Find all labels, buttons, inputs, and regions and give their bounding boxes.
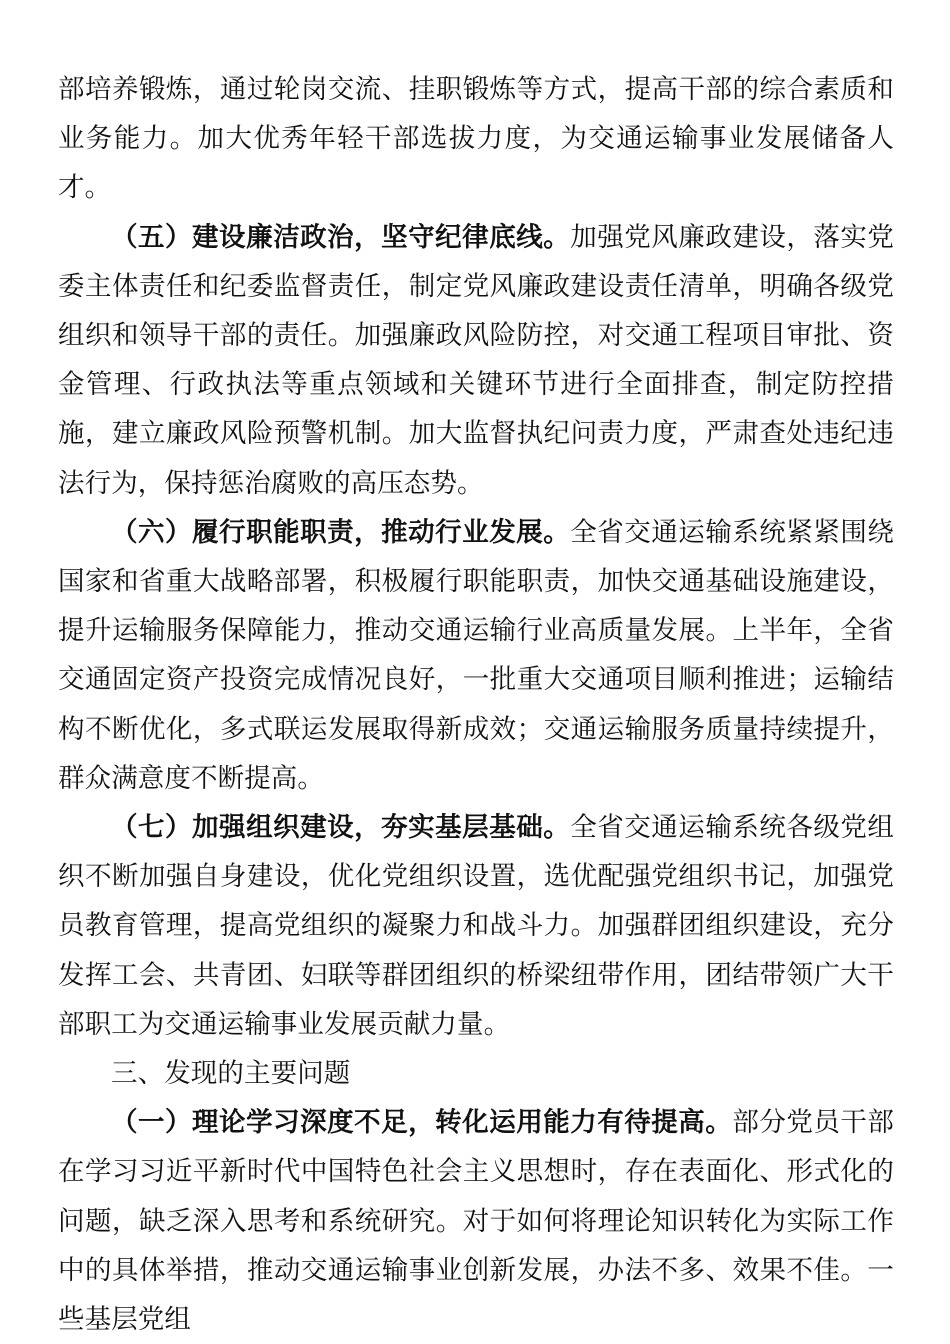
paragraph-text: 部分党员干部在学习习近平新时代中国特色社会主义思想时，存在表面化、形式化的问题，缺乏深入思考和系统研究。对于如何将理论知识转化为实际工作中的具体举措，推动交通运输事业创新发展，办法不多、效果不佳。一些基层党组 bbox=[58, 1107, 894, 1336]
chapter-heading bbox=[58, 1049, 894, 1098]
paragraph-text: 加强党风廉政建设，落实党委主体责任和纪委监督责任，制定党风廉政建设责任清单，明确各级党组织和领导干部的责任。加强廉政风险防控，对交通工程项目审批、资金管理、行政执法等重点领域和关键环节进行全面排查，制定防控措施，建立廉政风险预警机制。加大监督执纪问责力度，严肃查处违纪违法行为，保持惩治腐败的高压态势。 bbox=[58, 221, 895, 499]
section-heading: （七）加强组织建设，夯实基层基础。 bbox=[111, 812, 571, 844]
paragraph-section-7 bbox=[58, 803, 894, 1049]
paragraph-problem-1 bbox=[58, 1098, 894, 1344]
paragraph-section-5 bbox=[58, 213, 894, 508]
section-heading: （五）建设廉洁政治，坚守纪律底线。 bbox=[111, 221, 571, 253]
document-body bbox=[58, 65, 894, 1344]
paragraph-text: 部培养锻炼，通过轮岗交流、挂职锻炼等方式，提高干部的综合素质和业务能力。加大优秀年轻干部选拔力度，为交通运输事业发展储备人才。 bbox=[58, 74, 894, 204]
chapter-title: 三、发现的主要问题 bbox=[111, 1058, 351, 1090]
paragraph-continuation bbox=[58, 65, 894, 213]
paragraph-text: 全省交通运输系统紧紧围绕国家和省重大战略部署，积极履行职能职责，加快交通基础设施建设，提升运输服务保障能力，推动交通运输行业高质量发展。上半年，全省交通固定资产投资完成情况良好，一批重大交通项目顺利推进；运输结构不断优化，多式联运发展取得新成效；交通运输服务质量持续提升，群众满意度不断提高。 bbox=[58, 516, 895, 794]
section-heading: （一）理论学习深度不足，转化运用能力有待提高。 bbox=[111, 1107, 733, 1139]
paragraph-section-6 bbox=[58, 508, 894, 803]
paragraph-text: 全省交通运输系统各级党组织不断加强自身建设，优化党组织设置，选优配强党组织书记，加强党员教育管理，提高党组织的凝聚力和战斗力。加强群团组织建设，充分发挥工会、共青团、妇联等群团组织的桥梁纽带作用，团结带领广大干部职工为交通运输事业发展贡献力量。 bbox=[58, 812, 895, 1040]
section-heading: （六）履行职能职责，推动行业发展。 bbox=[111, 516, 571, 548]
